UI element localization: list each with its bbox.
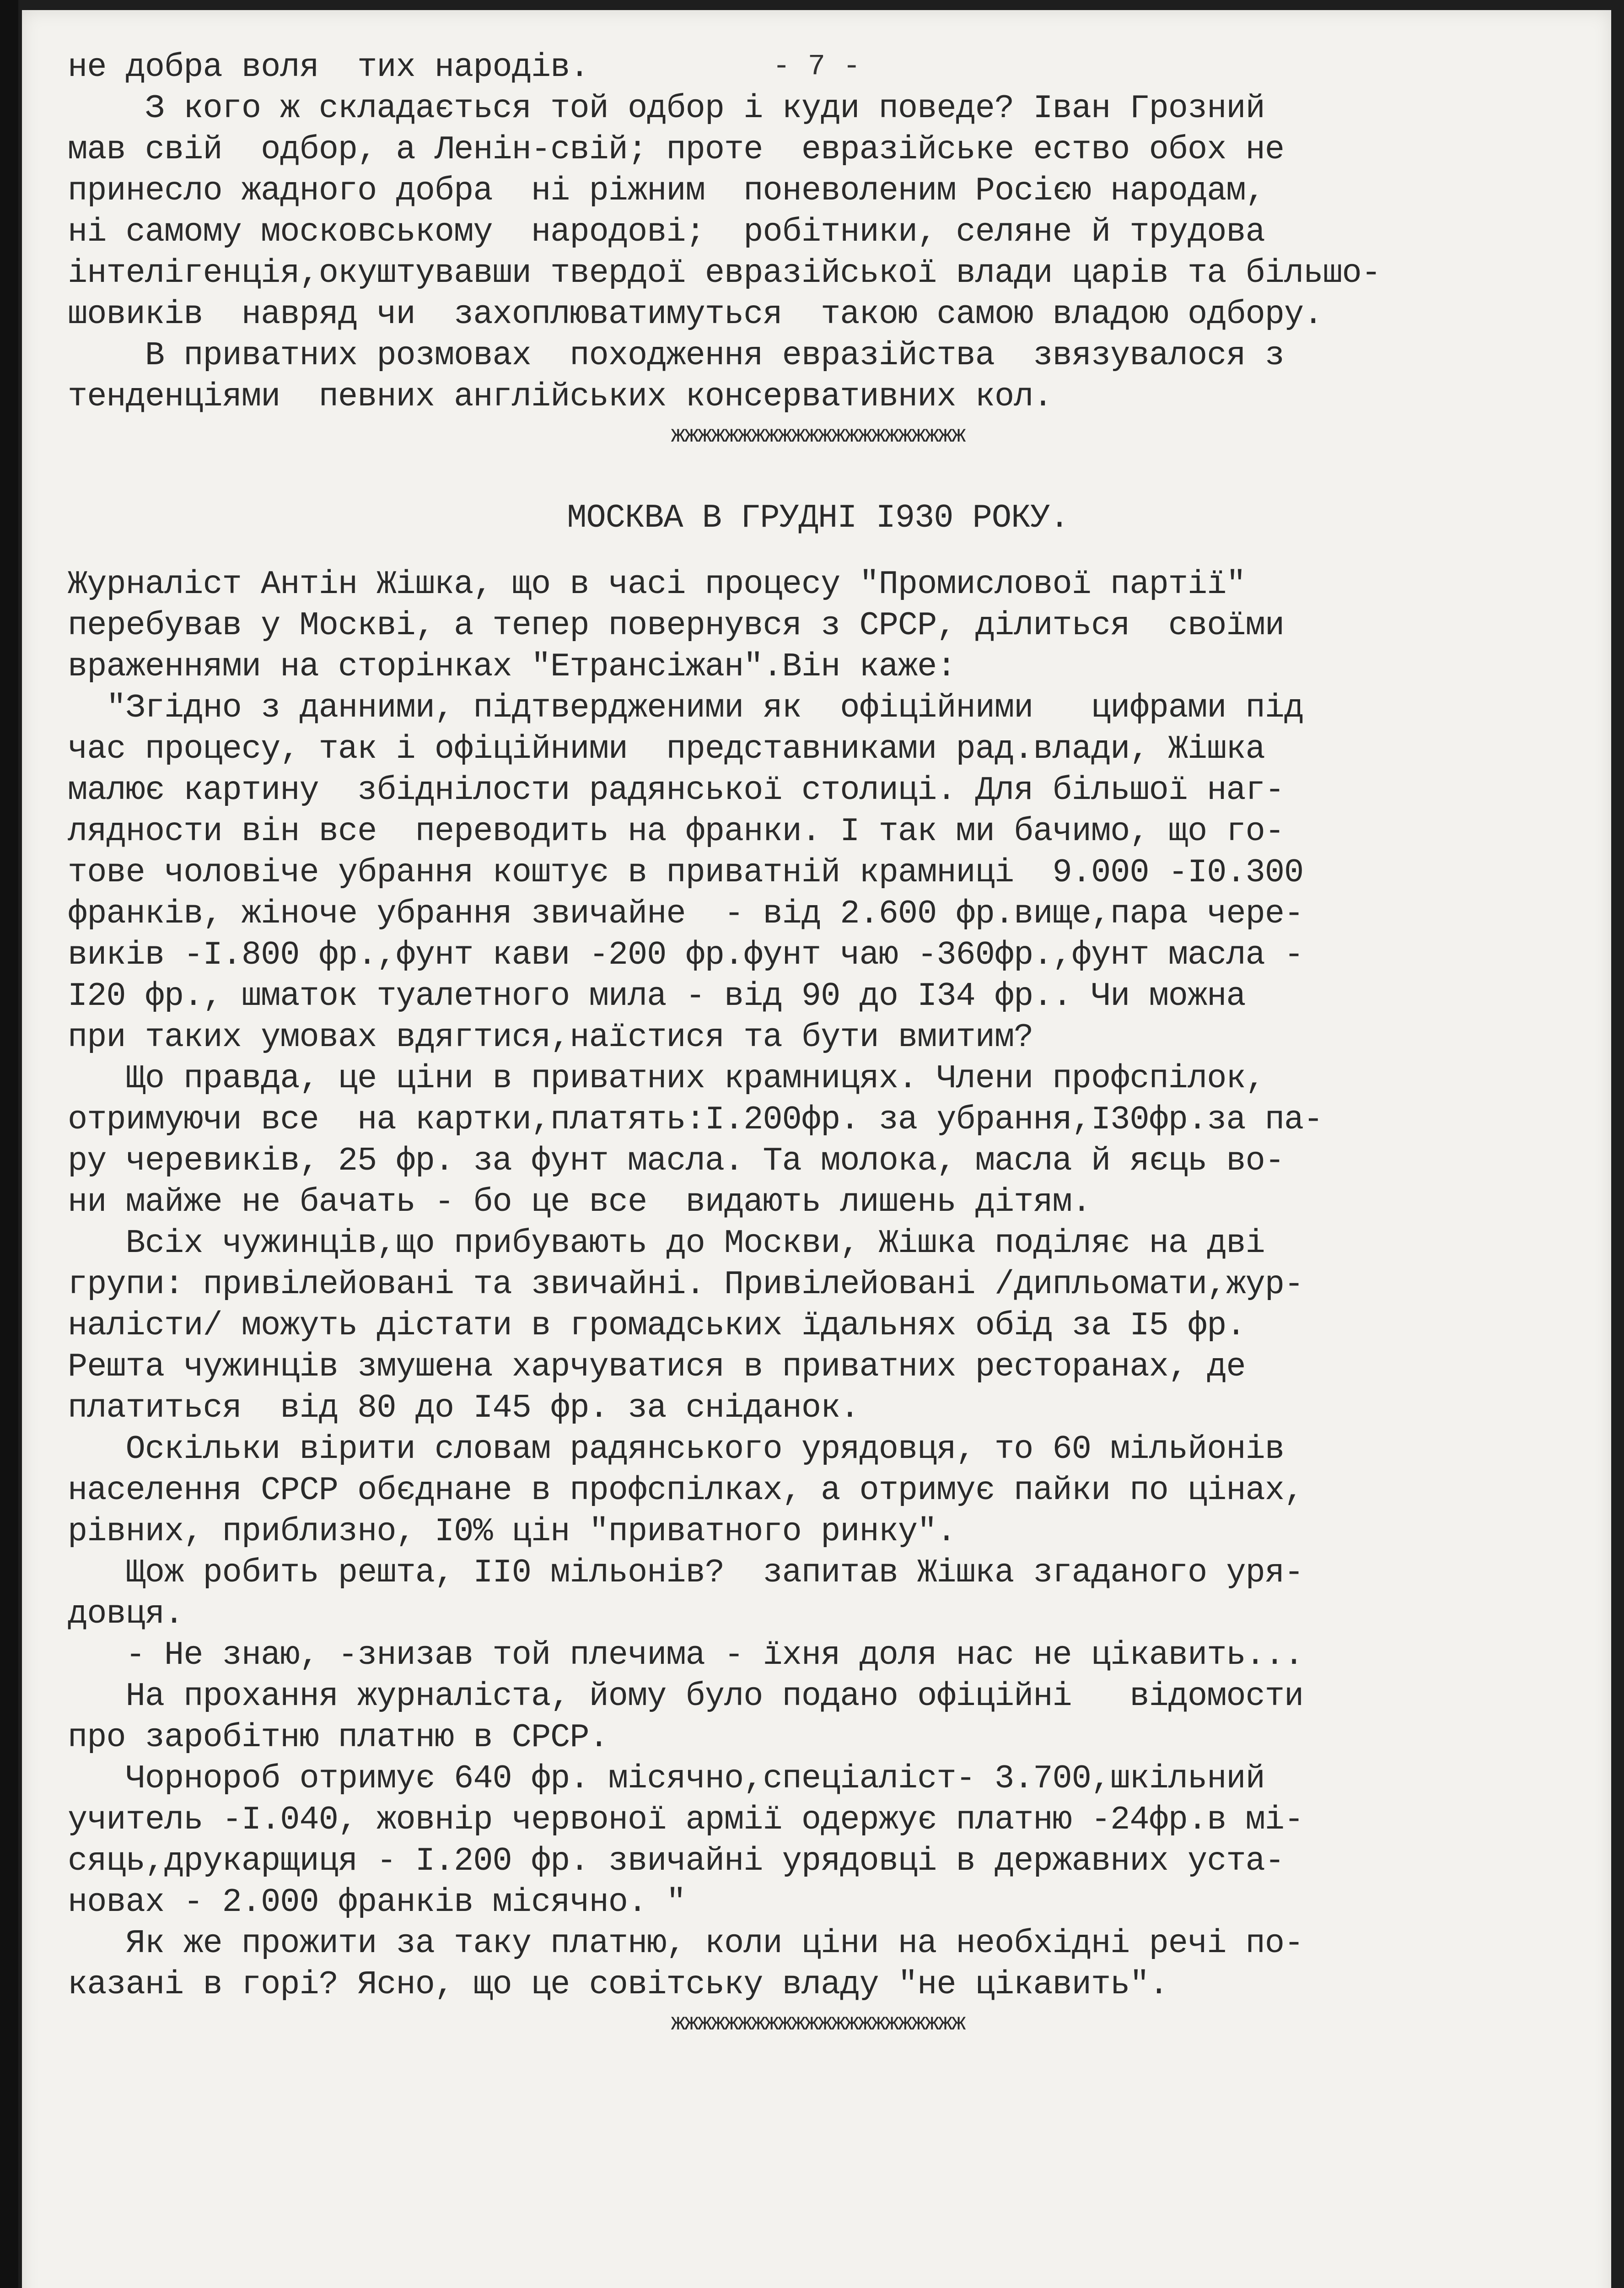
text-line: не добра воля тих народів. bbox=[68, 49, 589, 86]
text-line: малює картину збіднілости радянської столиці. Для більшої наг- bbox=[68, 772, 1285, 809]
text-line: інтелігенція,окуштувавши твердої евразійської влади царів та більшо- bbox=[68, 254, 1381, 292]
text-line: ру черевиків, 25 фр. за фунт масла. Та молока, масла й яєць во- bbox=[68, 1142, 1285, 1180]
text-line: Чорнороб отримує 640 фр. місячно,спеціаліст- 3.700,шкільний bbox=[68, 1760, 1265, 1797]
section-2 bbox=[68, 491, 1568, 2042]
text-line: ні самому московському народові; робітники, селяне й трудова bbox=[68, 213, 1265, 251]
text-line: - Не знаю, -знизав той плечима - їхня доля нас не цікавить... bbox=[68, 1636, 1304, 1674]
text-line: рівних, приблизно, І0% цін "приватного ринку". bbox=[68, 1513, 956, 1550]
text-line: перебував у Москві, а тепер повернувся з СРСР, ділиться своїми bbox=[68, 607, 1285, 644]
text-line: "Згідно з данними, підтвердженими як офіційними цифрами під bbox=[68, 689, 1304, 727]
article-title: МОСКВА В ГРУДНІ І930 РОКУ. bbox=[567, 499, 1069, 537]
text-line: тове чоловіче убрання коштує в приватній крамниці 9.000 -І0.300 bbox=[68, 854, 1304, 891]
text-line: На прохання журналіста, йому було подано офіційні відомости bbox=[68, 1678, 1304, 1715]
text-line: налісти/ можуть дістати в громадських їдальнях обід за І5 фр. bbox=[68, 1307, 1246, 1344]
text-line: виків -І.800 фр.,фунт кави -200 фр.фунт чаю -360фр.,фунт масла - bbox=[68, 936, 1304, 974]
text-line: казані в горі? Ясно, що це совітську владу "не цікавить". bbox=[68, 1966, 1168, 2003]
scan-left-edge bbox=[0, 0, 18, 2288]
text-line: сяць,друкарщиця - І.200 фр. звичайні урядовці в державних уста- bbox=[68, 1842, 1285, 1880]
text-line: групи: привілейовані та звичайні. Привілейовані /дипльомати,жур- bbox=[68, 1266, 1304, 1303]
text-line: Оскільки вірити словам радянського урядовця, то 60 мільйонів bbox=[68, 1430, 1285, 1468]
text-line: Всіх чужинців,що прибувають до Москви, Жішка поділяє на дві bbox=[68, 1225, 1265, 1262]
text-line: принесло жадного добра ні ріжним поневоленим Росією народам, bbox=[68, 172, 1265, 210]
typewritten-page bbox=[22, 10, 1611, 2288]
text-line: новах - 2.000 франків місячно. " bbox=[68, 1883, 686, 1921]
text-line: В приватних розмовах походження евразійства звязувалося з bbox=[68, 337, 1285, 374]
page-text bbox=[68, 47, 1568, 2042]
text-line: Щож робить решта, ІІ0 мільонів? запитав Жішка згаданого уря- bbox=[68, 1554, 1304, 1592]
text-line: Решта чужинців змушена харчуватися в приватних ресторанах, де bbox=[68, 1348, 1246, 1386]
text-line: при таких умовах вдягтися,наїстися та бути вмитим? bbox=[68, 1019, 1033, 1056]
section-1 bbox=[68, 47, 1568, 454]
text-line: мав свій одбор, а Ленін-свій; проте евразійське ество обох не bbox=[68, 131, 1285, 168]
spacer bbox=[68, 454, 1568, 491]
section-separator: жжжжжжжжжжжжжжжжжжжжжж bbox=[671, 422, 965, 449]
text-line: Що правда, це ціни в приватних крамницях. Члени профспілок, bbox=[68, 1060, 1265, 1097]
text-line: тенденціями певних англійських консервативних кол. bbox=[68, 378, 1053, 416]
text-line: Журналіст Антін Жішка, що в часі процесу "Промислової партії" bbox=[68, 566, 1246, 603]
text-line: довця. bbox=[68, 1595, 184, 1633]
text-line: отримуючи все на картки,платять:І.200фр. за убрання,І30фр.за па- bbox=[68, 1101, 1323, 1139]
text-line: ни майже не бачать - бо це все видають лишень дітям. bbox=[68, 1183, 1091, 1221]
text-line: учитель -І.040, жовнір червоної армії одержує платню -24фр.в мі- bbox=[68, 1801, 1304, 1839]
text-line: час процесу, так і офіційними представниками рад.влади, Жішка bbox=[68, 730, 1265, 768]
text-line: лядности він все переводить на франки. І так ми бачимо, що го- bbox=[68, 813, 1285, 850]
text-line: І20 фр., шматок туалетного мила - від 90 до І34 фр.. Чи можна bbox=[68, 977, 1246, 1015]
text-line: франків, жіноче убрання звичайне - від 2.600 фр.вище,пара чере- bbox=[68, 895, 1304, 933]
page-number: - 7 - bbox=[772, 50, 861, 83]
text-line: шовиків навряд чи захоплюватимуться такою самою владою одбору. bbox=[68, 296, 1323, 333]
text-line: населення СРСР обєднане в профспілках, а отримує пайки по цінах, bbox=[68, 1472, 1304, 1509]
section-separator: жжжжжжжжжжжжжжжжжжжжжж bbox=[671, 2010, 965, 2037]
text-line: про заробітню платню в СРСР. bbox=[68, 1719, 608, 1756]
spacer bbox=[68, 545, 1568, 564]
text-line: враженнями на сторінках "Етрансіжан".Він каже: bbox=[68, 648, 956, 685]
text-line: З кого ж складається той одбор і куди поведе? Іван Грозний bbox=[68, 90, 1265, 127]
text-line: Як же прожити за таку платню, коли ціни на необхідні речі по- bbox=[68, 1925, 1304, 1962]
text-line: платиться від 80 до І45 фр. за сніданок. bbox=[68, 1389, 860, 1427]
